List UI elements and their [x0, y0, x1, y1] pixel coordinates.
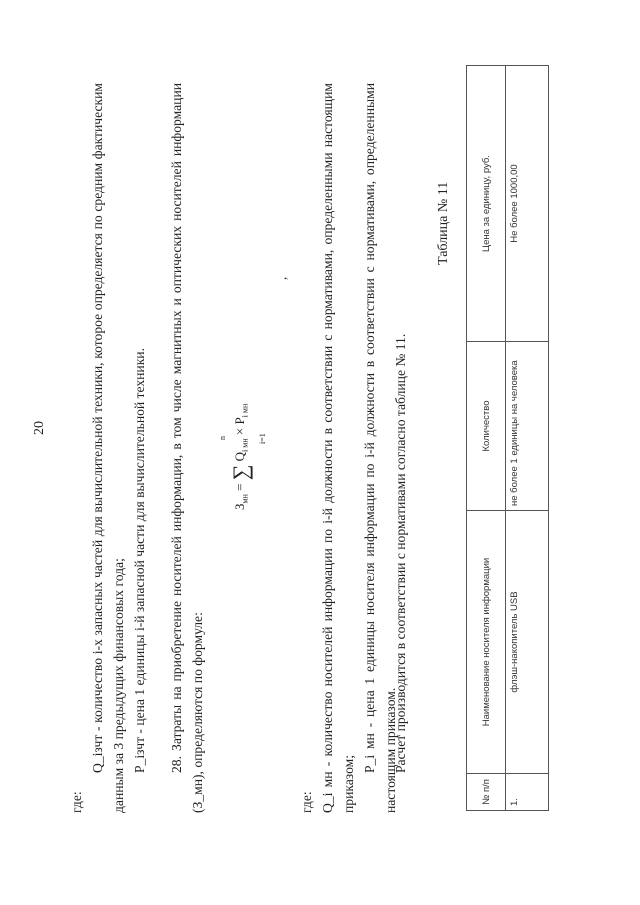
page-number: 20	[32, 421, 47, 435]
formula: $З_{мн}$ = ∑ n i=1 $Q_{i мн} \times P_{i мн}$	[218, 403, 267, 510]
definition-q-zcht: Q_iзчт - количество i-х запасных частей для вычислительной техники, которое определяется по средним фактическим данным за 3 предыдущих финансовых года;	[90, 83, 126, 813]
header-quantity: Количество	[467, 342, 506, 511]
definition-p-mn: P_i мн - цена 1 единицы носителя информации по i-й должности в соответствии с нормативами, определенными настоящим приказом.	[362, 83, 398, 813]
cell-number: 1.	[506, 774, 549, 811]
cell-price: Не более 1000,00	[506, 66, 549, 342]
table-row	[506, 66, 549, 811]
sigma-symbol: ∑	[228, 464, 253, 481]
header-price: Цена за единицу, руб.	[467, 66, 506, 342]
sum-lower: i=1	[258, 433, 267, 444]
formula-comma: ,	[274, 276, 289, 280]
paragraph-definitions	[296, 83, 401, 813]
sum-upper: n	[218, 436, 227, 440]
norms-table	[466, 65, 549, 811]
where-label: где:	[69, 791, 84, 813]
paragraph-spare-parts	[66, 83, 150, 813]
definition-p-zcht: P_iзчт - цена 1 единицы i-й запасной части для вычислительной техники.	[132, 348, 147, 773]
header-name: Наименование носителя информации	[467, 511, 506, 774]
paragraph-28: 28. Затраты на приобретение носителей информации, в том числе магнитных и оптических носителей информации (З_мн), определяются по формуле:	[169, 83, 205, 813]
header-number: № п/п	[467, 774, 506, 811]
table-header-row	[467, 66, 506, 811]
cell-name: флэш-накопитель USB	[506, 511, 549, 774]
definition-q-mn: Q_i мн - количество носителей информации по i-й должности в соответствии с нормативами, определенными настоящим приказом;	[320, 83, 356, 813]
paragraph-calculation: Расчет производится в соответствии с нормативами согласно таблице № 11.	[393, 333, 408, 773]
where-label-2: где:	[299, 791, 314, 813]
table-caption: Таблица № 11	[436, 181, 451, 265]
cell-quantity: не более 1 единицы на человека	[506, 342, 549, 511]
